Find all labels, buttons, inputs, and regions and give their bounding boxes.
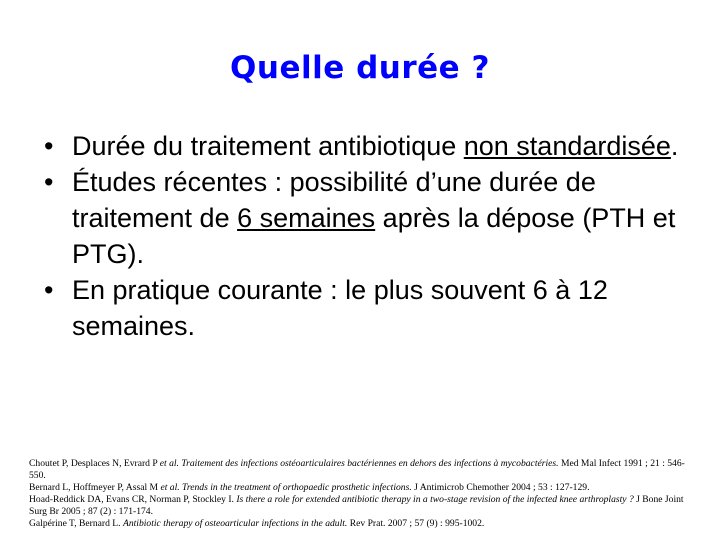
bullet-item: [40, 164, 690, 272]
bullet-dot: •: [44, 275, 54, 305]
bullet-dot: •: [44, 131, 54, 161]
reference-authors: Hoad-Reddick DA, Evans CR, Norman P, Stockley I.: [29, 494, 237, 505]
reference-title: Antibiotic therapy of osteoarticular infections in the adult.: [122, 518, 348, 529]
reference-title: Traitement des infections ostéoarticulaires bactériennes en dehors des infections à mycobactéries.: [178, 458, 559, 469]
bullet-underlined-text: non standardisée: [463, 131, 671, 161]
bullet-text-end: après la dépose (PTH et PTG).: [72, 203, 676, 269]
bullet-dot: •: [44, 167, 54, 197]
reference-item: [29, 518, 699, 530]
reference-authors: Galpérine T, Bernard L.: [29, 518, 123, 529]
reference-title: Trends in the treatment of orthopaedic prosthetic infections.: [179, 482, 412, 493]
bullet-list: [40, 128, 690, 344]
reference-authors: Bernard L, Hoffmeyer P, Assal M: [29, 482, 161, 493]
bullet-text: En pratique courante : le plus souvent 6 à 12 semaines.: [72, 275, 608, 341]
bullet-text-end: .: [670, 131, 679, 161]
bullet-text: Durée du traitement antibiotique: [72, 131, 464, 161]
bullet-item: [40, 272, 690, 344]
reference-item: [29, 494, 699, 518]
reference-item: [29, 458, 699, 482]
bullet-item: [40, 128, 690, 164]
reference-item: [29, 482, 699, 494]
reference-source: Rev Prat. 2007 ; 57 (9) : 995-1002.: [347, 518, 485, 529]
bullet-underlined-text: 6 semaines: [237, 203, 376, 233]
slide-title: Quelle durée ?: [230, 50, 490, 86]
reference-title: Is there a role for extended antibiotic therapy in a two-stage revision of the infected knee arthroplasty ?: [236, 494, 634, 505]
reference-source: J Antimicrob Chemother 2004 ; 53 : 127-129.: [411, 482, 590, 493]
references: [29, 458, 699, 530]
reference-source: J Bone Joint Surg Br 2005 ; 87 (2) : 171-174.: [29, 494, 684, 517]
reference-etal: et al.: [159, 458, 179, 469]
reference-authors: Choutet P, Desplaces N, Evrard P: [29, 458, 160, 469]
reference-etal: et al.: [160, 482, 180, 493]
bullet-text: Études récentes : possibilité d’une durée de traitement de: [72, 167, 596, 233]
reference-source: Med Mal Infect 1991 ; 21 : 546-550.: [29, 458, 685, 481]
